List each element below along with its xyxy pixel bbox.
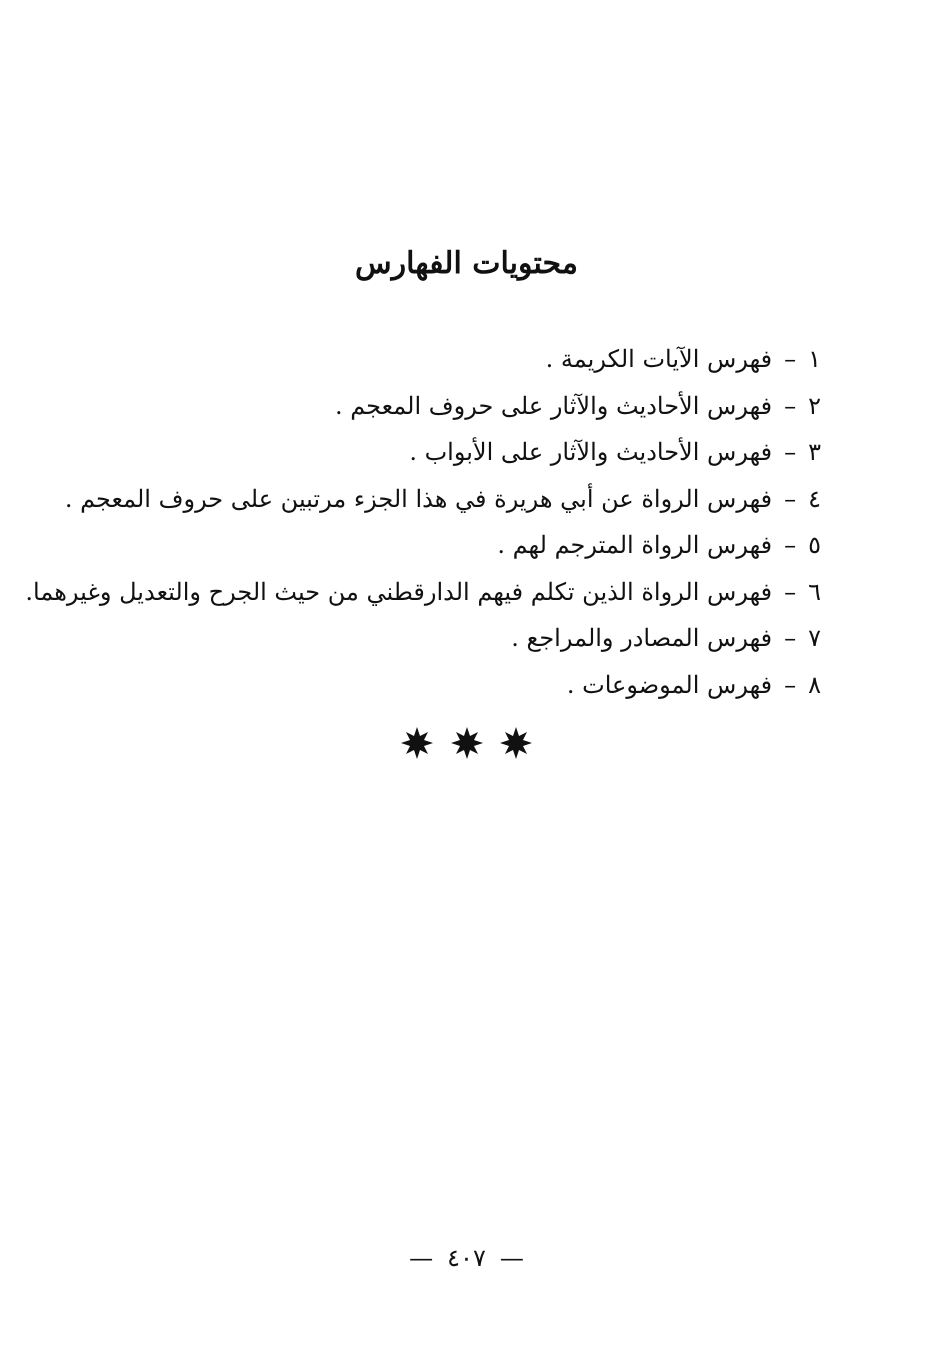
page-number <box>0 1238 933 1278</box>
item-dash: – <box>784 670 797 699</box>
eight-pointed-star-icon <box>499 726 533 760</box>
list-item <box>101 429 821 476</box>
page-number-value: ٤٠٧ <box>447 1244 486 1272</box>
item-number: ٤ <box>808 484 821 513</box>
item-dash: – <box>784 345 797 373</box>
index-contents-list <box>25 336 821 708</box>
eight-pointed-star-icon <box>450 726 484 760</box>
list-item <box>101 522 821 569</box>
item-dash: – <box>784 577 797 606</box>
item-dash: – <box>784 624 797 652</box>
section-ornaments <box>0 722 933 762</box>
item-text: فهرس الأحاديث والآثار على حروف المعجم . <box>334 391 773 420</box>
list-item <box>101 615 821 662</box>
item-number: ٢ <box>808 391 821 420</box>
list-item <box>101 383 821 430</box>
item-text: فهرس الأحاديث والآثار على الأبواب . <box>409 438 773 466</box>
list-item <box>101 662 821 709</box>
item-text: فهرس الموضوعات . <box>566 670 773 699</box>
item-number: ٧ <box>808 624 821 652</box>
item-text: فهرس المصادر والمراجع . <box>511 624 773 652</box>
page-title: محتويات الفهارس <box>355 246 578 281</box>
item-number: ٦ <box>808 577 821 606</box>
item-text: فهرس الآيات الكريمة . <box>545 345 773 373</box>
item-dash: – <box>784 531 797 559</box>
list-item <box>64 476 821 523</box>
item-dash: – <box>784 484 797 513</box>
item-text: فهرس الرواة الذين تكلم فيهم الدارقطني من حيث الجرح والتعديل وغيرهما. <box>25 577 773 606</box>
item-number: ٨ <box>808 670 821 699</box>
item-number: ٣ <box>808 438 821 466</box>
item-text: فهرس الرواة المترجم لهم . <box>497 531 773 559</box>
item-dash: – <box>784 438 797 466</box>
item-number: ١ <box>808 345 821 373</box>
list-item <box>101 336 821 383</box>
item-number: ٥ <box>808 531 821 559</box>
list-item <box>25 569 821 616</box>
item-text: فهرس الرواة عن أبي هريرة في هذا الجزء مرتبين على حروف المعجم . <box>64 484 773 513</box>
eight-pointed-star-icon <box>400 726 434 760</box>
folio-dash: — <box>499 1244 524 1272</box>
item-dash: – <box>784 391 797 420</box>
folio-dash: — <box>409 1244 434 1272</box>
